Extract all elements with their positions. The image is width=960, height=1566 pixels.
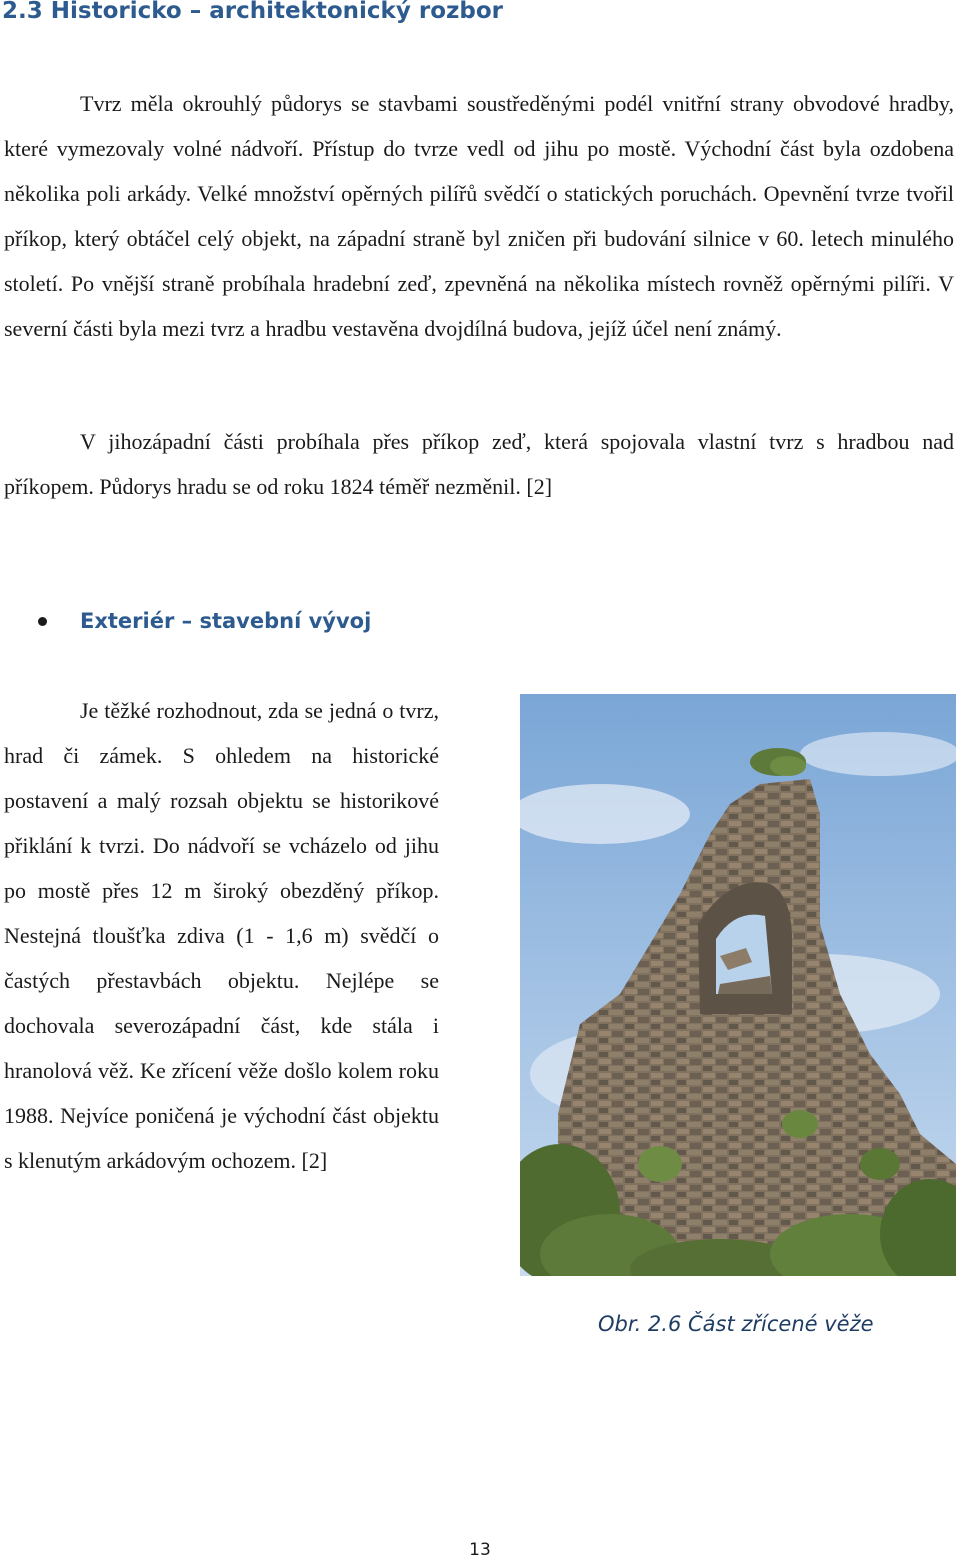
page-number: 13 xyxy=(469,1540,491,1560)
subsection-heading: Exteriér – stavební vývoj xyxy=(80,609,372,633)
ruined-tower-photo xyxy=(520,694,956,1276)
bullet-icon xyxy=(38,617,47,626)
subsection-bullet-item xyxy=(38,603,371,639)
paragraph-history: Tvrz měla okrouhlý půdorys se stavbami soustředěnými podél vnitřní strany obvodové hradby, které vymezovaly volné nádvoří. Přístup do tvrze vedl od jihu po mostě. Východní část byla ozdobena několika poli arkády. Velké množství opěrných pilířů svědčí o statických poruchách. Opevnění tvrze tvořil příkop, který obtáčel celý objekt, na západní straně byl zničen při budování silnice v 60. letech minulého století. Po vnější straně probíhala hradební zeď, zpevněná na několika místech rovněž opěrnými pilíři. V severní části byla mezi tvrz a hradbu vestavěna dvojdílná budova, jejíž účel není známý. xyxy=(4,91,954,341)
paragraph-exterior: Je těžké rozhodnout, zda se jedná o tvrz, hrad či zámek. S ohledem na historické postavení a malý rozsah objektu se historikové přiklání k tvrzi. Do nádvoří se vcházelo od jihu po mostě přes 12 m široký obezděný příkop. Nestejná tloušťka zdiva (1 - 1,6 m) svědčí o častých přestavbách objektu. Nejlépe se dochovala severozápadní část, kde stála i hranolová věž. Ke zřícení věže došlo kolem roku 1988. Nejvíce poničená je východní část objektu s klenutým arkádovým ochozem. [2] xyxy=(4,698,439,1173)
section-heading: 2.3 Historicko – architektonický rozbor xyxy=(2,0,503,24)
figure-caption: Obr. 2.6 Část zřícené věže xyxy=(598,1312,874,1336)
paragraph-southwest: V jihozápadní části probíhala přes příkop zeď, která spojovala vlastní tvrz s hradbou nad příkopem. Půdorys hradu se od roku 1824 téměř nezměnil. [2] xyxy=(4,429,954,499)
